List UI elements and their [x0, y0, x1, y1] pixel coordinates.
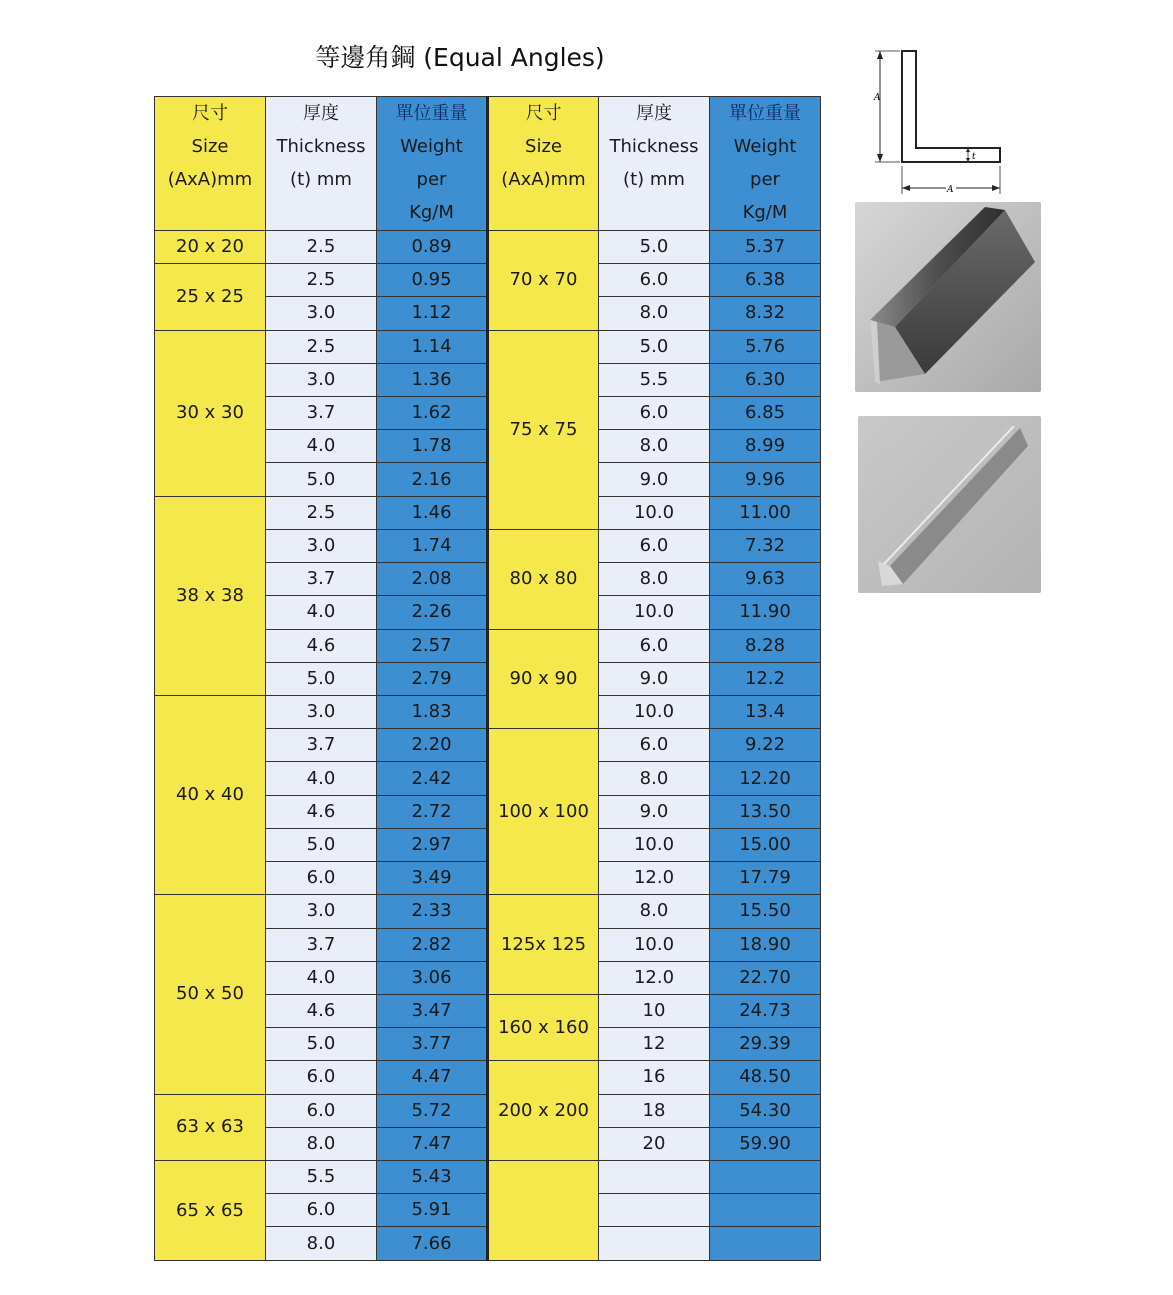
header-line: per	[416, 169, 447, 190]
thickness-cell: 8.0	[599, 895, 710, 928]
weight-cell: 13.50	[710, 795, 821, 828]
thickness-cell: 18	[599, 1094, 710, 1127]
thickness-cell: 8.0	[599, 430, 710, 463]
thickness-cell: 12.0	[599, 961, 710, 994]
weight-cell: 15.00	[710, 828, 821, 861]
weight-cell: 7.66	[377, 1227, 488, 1261]
thickness-cell: 8.0	[599, 762, 710, 795]
weight-cell: 5.91	[377, 1194, 488, 1227]
thickness-cell: 10	[599, 994, 710, 1027]
header-line: 單位重量	[395, 103, 468, 124]
table-row	[155, 895, 821, 928]
thickness-cell: 6.0	[599, 264, 710, 297]
weight-cell: 17.79	[710, 862, 821, 895]
weight-cell: 1.36	[377, 363, 488, 396]
weight-cell: 1.14	[377, 330, 488, 363]
weight-cell: 7.32	[710, 529, 821, 562]
weight-cell: 1.62	[377, 397, 488, 430]
size-cell: 70 x 70	[488, 230, 599, 330]
thickness-cell: 4.0	[266, 430, 377, 463]
angle-steel-photo-length	[858, 416, 1041, 593]
thickness-cell: 5.5	[266, 1161, 377, 1194]
thickness-cell: 4.0	[266, 596, 377, 629]
thickness-cell: 6.0	[599, 629, 710, 662]
weight-cell: 54.30	[710, 1094, 821, 1127]
thickness-cell: 4.0	[266, 762, 377, 795]
weight-cell: 24.73	[710, 994, 821, 1027]
size-cell: 30 x 30	[155, 330, 266, 496]
thickness-cell	[599, 1227, 710, 1261]
thickness-cell: 3.0	[266, 297, 377, 330]
weight-cell: 11.00	[710, 496, 821, 529]
thickness-cell: 6.0	[266, 1094, 377, 1127]
size-cell: 40 x 40	[155, 695, 266, 894]
size-cell: 65 x 65	[155, 1161, 266, 1261]
weight-cell: 6.38	[710, 264, 821, 297]
thickness-cell: 4.0	[266, 961, 377, 994]
weight-cell: 9.63	[710, 563, 821, 596]
thickness-cell: 5.0	[599, 230, 710, 263]
thickness-cell: 5.0	[266, 463, 377, 496]
weight-cell: 2.57	[377, 629, 488, 662]
thickness-cell: 2.5	[266, 230, 377, 263]
thickness-cell: 9.0	[599, 662, 710, 695]
weight-cell: 2.42	[377, 762, 488, 795]
dim-label-a-vertical: A	[874, 93, 881, 103]
weight-cell: 59.90	[710, 1127, 821, 1160]
weight-cell: 8.32	[710, 297, 821, 330]
thickness-cell: 5.0	[266, 1028, 377, 1061]
thickness-cell: 5.0	[266, 662, 377, 695]
size-cell: 125x 125	[488, 895, 599, 995]
header-line: 厚度	[636, 103, 672, 124]
weight-cell: 2.16	[377, 463, 488, 496]
header-line: 尺寸	[525, 103, 562, 124]
thickness-cell: 10.0	[599, 596, 710, 629]
size-cell: 50 x 50	[155, 895, 266, 1094]
thickness-cell: 3.7	[266, 563, 377, 596]
weight-cell: 1.12	[377, 297, 488, 330]
equal-angles-table	[154, 96, 821, 1261]
header-line: (t) mm	[290, 169, 352, 190]
thickness-cell: 3.0	[266, 695, 377, 728]
weight-cell: 2.72	[377, 795, 488, 828]
weight-cell: 22.70	[710, 961, 821, 994]
table-row	[155, 330, 821, 363]
weight-cell: 29.39	[710, 1028, 821, 1061]
thickness-cell: 3.7	[266, 729, 377, 762]
size-cell: 160 x 160	[488, 994, 599, 1060]
thickness-cell: 4.6	[266, 994, 377, 1027]
weight-cell: 3.49	[377, 862, 488, 895]
header-thickness-left	[266, 97, 377, 231]
weight-cell: 5.72	[377, 1094, 488, 1127]
thickness-cell	[599, 1194, 710, 1227]
header-line: (AxA)mm	[501, 169, 586, 190]
header-thickness-right	[599, 97, 710, 231]
angle-steel-photo-corner	[855, 202, 1041, 392]
weight-cell: 48.50	[710, 1061, 821, 1094]
thickness-cell: 6.0	[266, 862, 377, 895]
angle-profile-diagram	[870, 48, 1010, 198]
weight-cell: 3.47	[377, 994, 488, 1027]
header-line: Weight	[733, 136, 797, 157]
thickness-cell: 10.0	[599, 828, 710, 861]
thickness-cell: 5.0	[266, 828, 377, 861]
table-row	[155, 1161, 821, 1194]
header-line: 尺寸	[192, 103, 228, 124]
weight-cell: 9.96	[710, 463, 821, 496]
size-cell: 200 x 200	[488, 1061, 599, 1161]
weight-cell: 2.82	[377, 928, 488, 961]
weight-cell: 8.99	[710, 430, 821, 463]
weight-cell	[710, 1194, 821, 1227]
header-weight-left	[377, 97, 488, 231]
angle-outline	[902, 51, 1000, 162]
header-line: (AxA)mm	[167, 169, 253, 190]
thickness-cell: 3.0	[266, 895, 377, 928]
header-line: Kg/M	[742, 202, 788, 223]
weight-cell: 2.26	[377, 596, 488, 629]
thickness-cell: 6.0	[266, 1194, 377, 1227]
thickness-cell: 6.0	[599, 397, 710, 430]
page-title: 等邊角鋼 (Equal Angles)	[315, 43, 605, 72]
weight-cell: 2.79	[377, 662, 488, 695]
thickness-cell: 2.5	[266, 264, 377, 297]
weight-cell: 2.33	[377, 895, 488, 928]
weight-cell: 12.2	[710, 662, 821, 695]
header-line: Weight	[400, 136, 463, 157]
size-cell: 38 x 38	[155, 496, 266, 695]
thickness-cell: 8.0	[599, 563, 710, 596]
thickness-cell: 8.0	[266, 1127, 377, 1160]
thickness-cell: 8.0	[266, 1227, 377, 1261]
weight-cell: 2.20	[377, 729, 488, 762]
weight-cell: 15.50	[710, 895, 821, 928]
weight-cell: 12.20	[710, 762, 821, 795]
size-cell: 25 x 25	[155, 264, 266, 330]
weight-cell: 1.78	[377, 430, 488, 463]
thickness-cell: 3.0	[266, 363, 377, 396]
header-line: Kg/M	[409, 202, 454, 223]
header-line: Size	[191, 136, 229, 157]
thickness-cell: 2.5	[266, 330, 377, 363]
thickness-cell: 12.0	[599, 862, 710, 895]
thickness-cell: 3.7	[266, 928, 377, 961]
thickness-cell: 6.0	[599, 729, 710, 762]
thickness-cell: 3.7	[266, 397, 377, 430]
thickness-cell: 2.5	[266, 496, 377, 529]
weight-cell	[710, 1161, 821, 1194]
table-row	[155, 230, 821, 263]
weight-cell: 5.76	[710, 330, 821, 363]
weight-cell: 6.85	[710, 397, 821, 430]
thickness-cell: 8.0	[599, 297, 710, 330]
thickness-cell: 16	[599, 1061, 710, 1094]
weight-cell: 6.30	[710, 363, 821, 396]
header-weight-right	[710, 97, 821, 231]
header-line: (t) mm	[623, 169, 685, 190]
header-line: 單位重量	[729, 103, 801, 124]
dim-label-t: t	[972, 152, 976, 162]
size-cell: 75 x 75	[488, 330, 599, 529]
thickness-cell: 4.6	[266, 795, 377, 828]
header-size-left	[155, 97, 266, 231]
weight-cell: 1.46	[377, 496, 488, 529]
thickness-cell: 10.0	[599, 695, 710, 728]
header-line: per	[750, 169, 780, 190]
size-cell: 100 x 100	[488, 729, 599, 895]
thickness-cell: 10.0	[599, 496, 710, 529]
thickness-cell: 10.0	[599, 928, 710, 961]
header-line: Size	[525, 136, 562, 157]
weight-cell: 8.28	[710, 629, 821, 662]
header-line: Thickness	[276, 136, 366, 157]
size-cell: 63 x 63	[155, 1094, 266, 1160]
thickness-cell: 6.0	[599, 529, 710, 562]
weight-cell: 2.97	[377, 828, 488, 861]
thickness-cell: 4.6	[266, 629, 377, 662]
thickness-cell: 9.0	[599, 463, 710, 496]
thickness-cell	[599, 1161, 710, 1194]
weight-cell: 18.90	[710, 928, 821, 961]
weight-cell: 0.89	[377, 230, 488, 263]
weight-cell	[710, 1227, 821, 1261]
weight-cell: 9.22	[710, 729, 821, 762]
thickness-cell: 5.0	[599, 330, 710, 363]
weight-cell: 5.37	[710, 230, 821, 263]
weight-cell: 1.83	[377, 695, 488, 728]
weight-cell: 3.06	[377, 961, 488, 994]
dim-label-a-horizontal: A	[947, 185, 954, 195]
table-header-row	[155, 97, 821, 231]
weight-cell: 5.43	[377, 1161, 488, 1194]
header-line: 厚度	[303, 103, 339, 124]
weight-cell: 1.74	[377, 529, 488, 562]
thickness-cell: 12	[599, 1028, 710, 1061]
size-cell	[488, 1161, 599, 1261]
header-line: Thickness	[609, 136, 699, 157]
thickness-cell: 9.0	[599, 795, 710, 828]
weight-cell: 7.47	[377, 1127, 488, 1160]
size-cell: 80 x 80	[488, 529, 599, 629]
weight-cell: 13.4	[710, 695, 821, 728]
header-size-right	[488, 97, 599, 231]
weight-cell: 3.77	[377, 1028, 488, 1061]
size-cell: 20 x 20	[155, 230, 266, 263]
weight-cell: 11.90	[710, 596, 821, 629]
weight-cell: 0.95	[377, 264, 488, 297]
thickness-cell: 5.5	[599, 363, 710, 396]
thickness-cell: 3.0	[266, 529, 377, 562]
thickness-cell: 20	[599, 1127, 710, 1160]
size-cell: 90 x 90	[488, 629, 599, 729]
weight-cell: 4.47	[377, 1061, 488, 1094]
thickness-cell: 6.0	[266, 1061, 377, 1094]
weight-cell: 2.08	[377, 563, 488, 596]
